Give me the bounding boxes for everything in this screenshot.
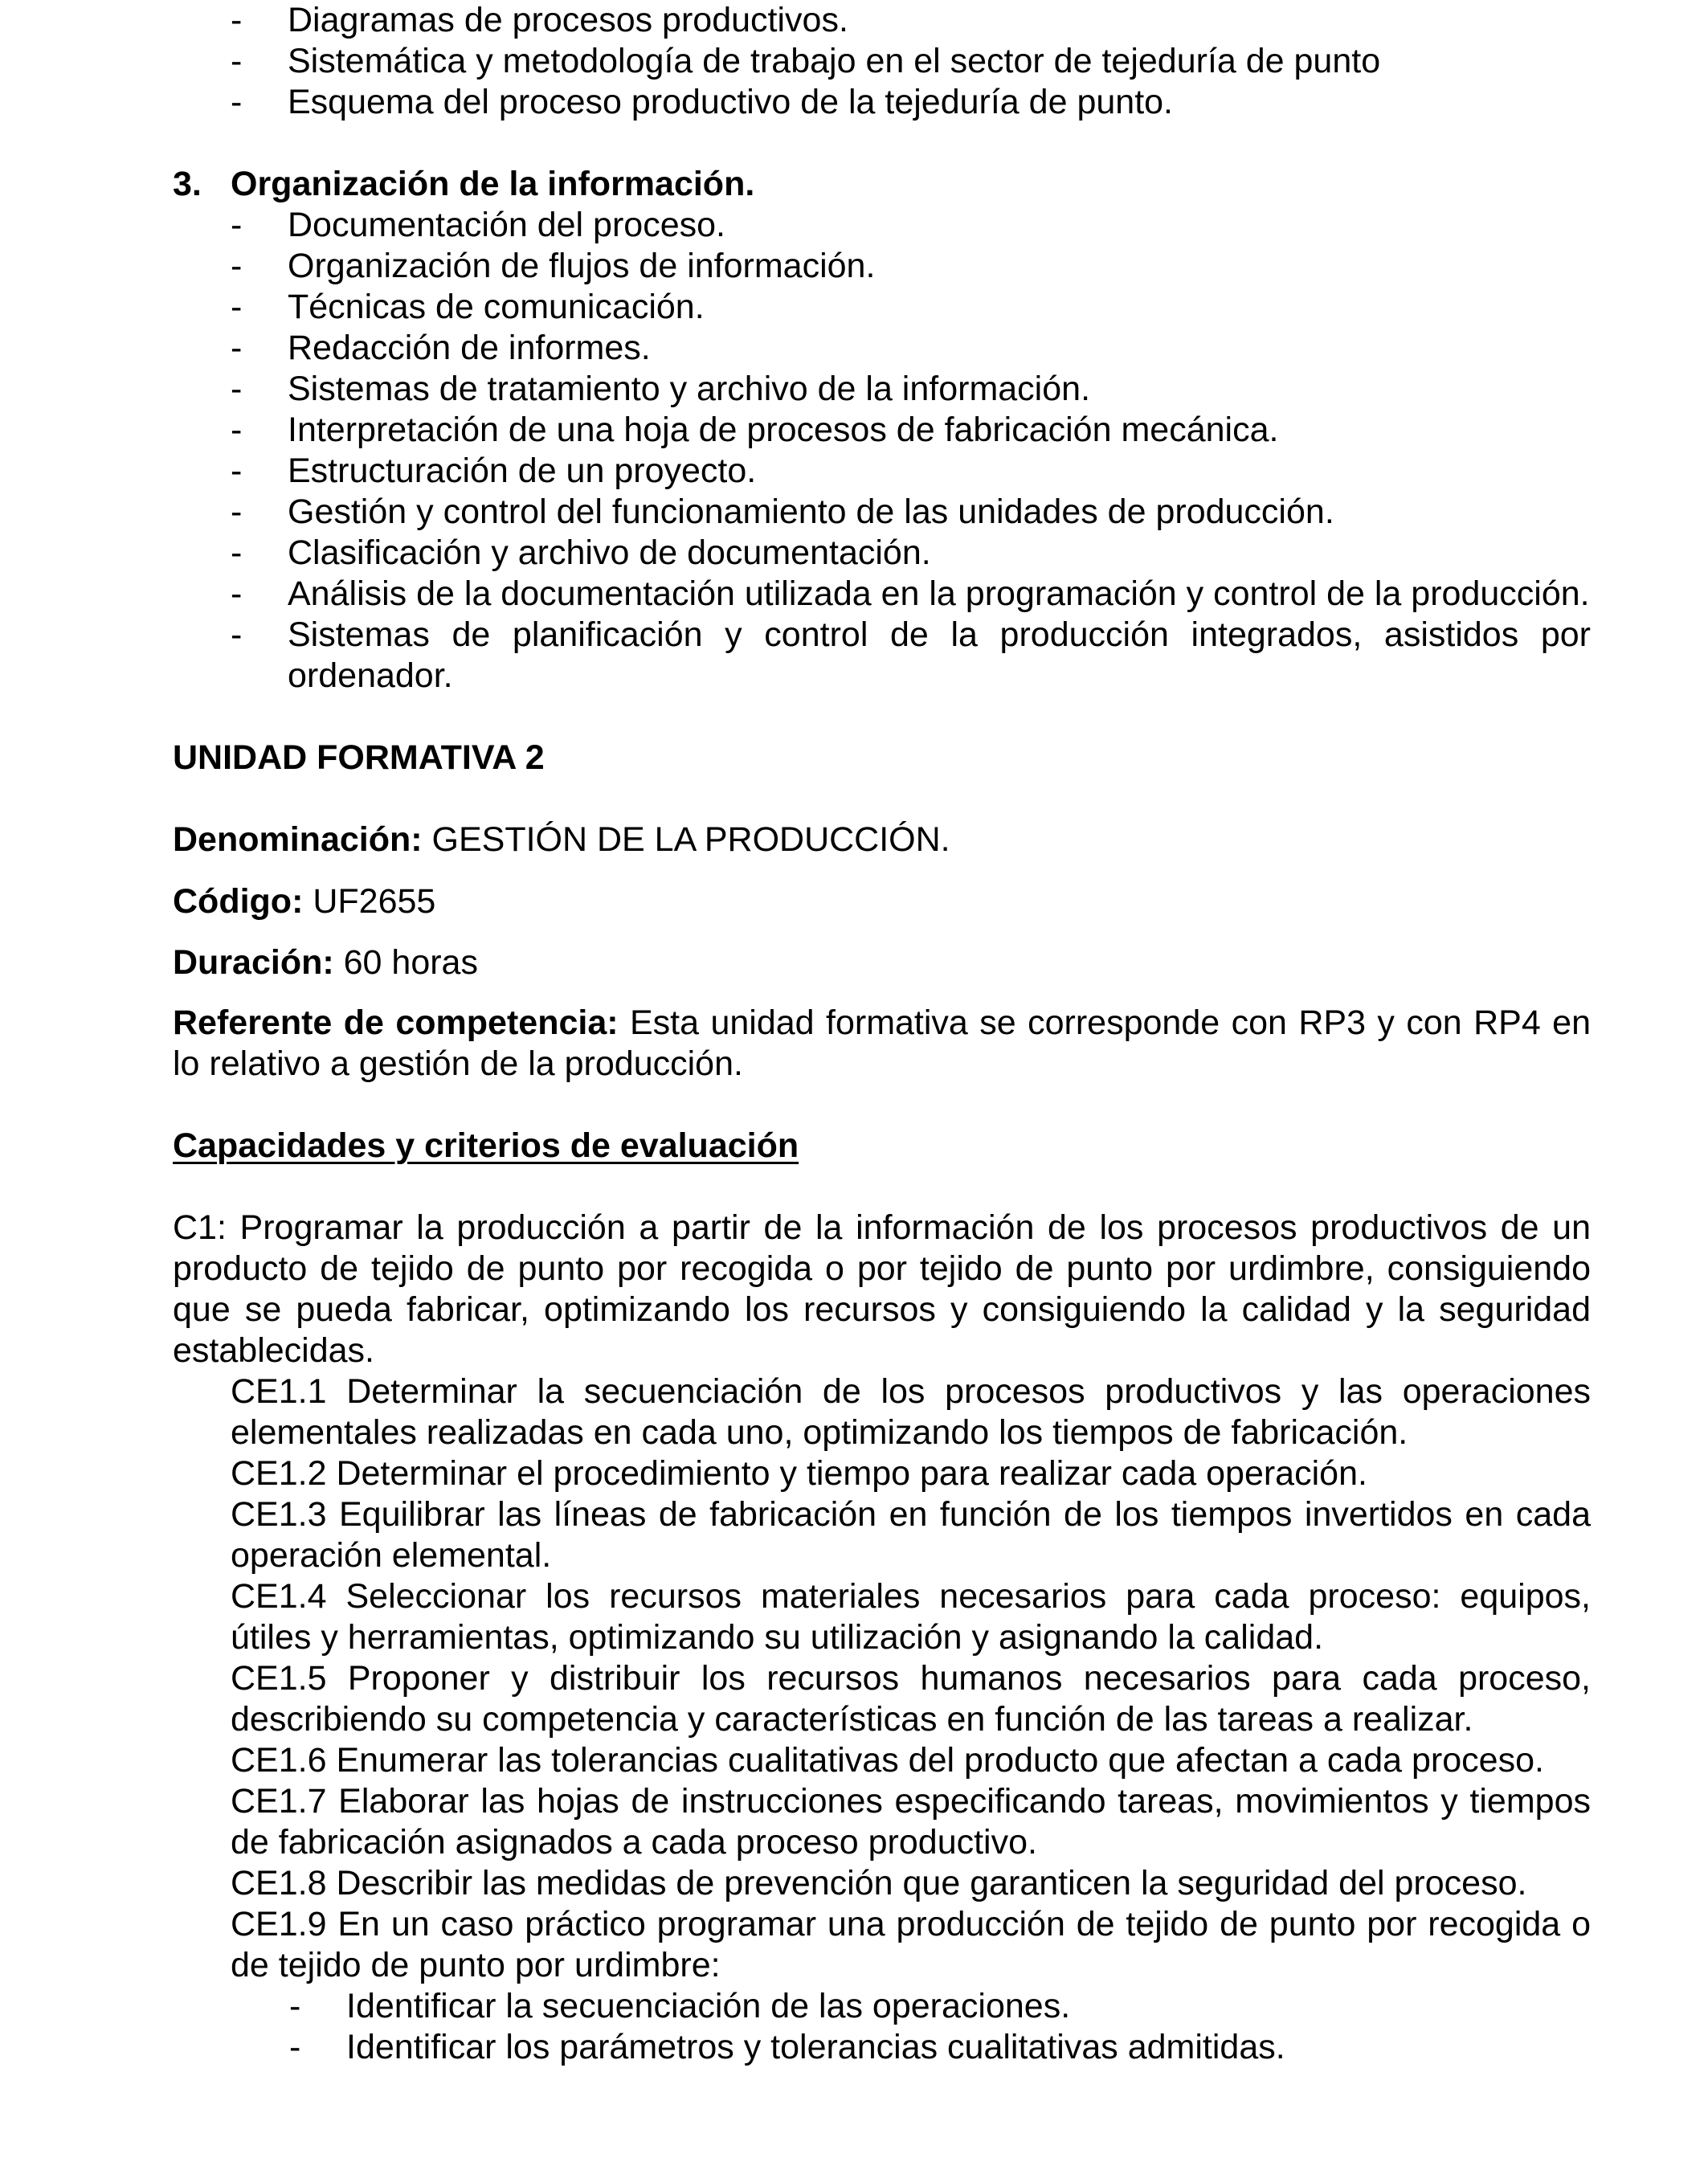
duracion-line xyxy=(173,942,1591,983)
list-item-text: Esquema del proceso productivo de la tejeduría de punto. xyxy=(288,83,1174,121)
list-item xyxy=(173,451,1591,492)
list-item xyxy=(173,492,1591,533)
list-item-text: Interpretación de una hoja de procesos de fabricación mecánica. xyxy=(288,411,1279,449)
list-item xyxy=(173,0,1591,41)
bullet-dash: - xyxy=(231,492,243,531)
criteria-list xyxy=(173,1371,1591,1986)
criterion-item: CE1.3 Equilibrar las líneas de fabricación en función de los tiempos invertidos en cada operación elemental. xyxy=(231,1495,1591,1575)
list-item-text: Identificar los parámetros y tolerancias cualitativas admitidas. xyxy=(346,2028,1285,2066)
codigo-value: UF2655 xyxy=(303,882,436,921)
bullet-dash: - xyxy=(231,42,243,80)
bullet-dash: - xyxy=(231,329,243,367)
bullet-dash: - xyxy=(231,206,243,244)
referente-label: Referente de competencia: xyxy=(173,1003,619,1042)
document-page xyxy=(173,0,1591,2068)
unit-title: UNIDAD FORMATIVA 2 xyxy=(173,738,545,777)
list-item xyxy=(173,533,1591,574)
criterion-item: CE1.9 En un caso práctico programar una producción de tejido de punto por recogida o de tejido de punto por urdimbre: xyxy=(231,1905,1591,1984)
list-item-text: Técnicas de comunicación. xyxy=(288,288,705,326)
bullet-dash: - xyxy=(231,533,243,572)
bullet-dash: - xyxy=(231,288,243,326)
capacidad-c1: C1: Programar la producción a partir de la información de los procesos productivos de un producto de tejido de punto por recogida o por tejido de punto por urdimbre, consiguiendo que se pueda fabricar, optimizando los recursos y consiguiendo la calidad y la seguridad establecidas. xyxy=(173,1208,1591,1370)
bullet-dash: - xyxy=(231,83,243,121)
list-item-text: Análisis de la documentación utilizada en la programación y control de la producción. xyxy=(288,574,1590,613)
list-item xyxy=(173,41,1591,82)
codigo-label: Código: xyxy=(173,882,304,921)
list-item-text: Redacción de informes. xyxy=(288,329,651,367)
list-item-text: Sistemas de tratamiento y archivo de la información. xyxy=(288,370,1091,408)
list-item xyxy=(173,287,1591,328)
bullet-dash: - xyxy=(231,615,243,654)
list-item xyxy=(173,369,1591,410)
list-item-text: Documentación del proceso. xyxy=(288,206,725,244)
referente-paragraph xyxy=(173,1003,1591,1085)
bullet-dash: - xyxy=(231,411,243,449)
criterion-item: CE1.7 Elaborar las hojas de instrucciones especificando tareas, movimientos y tiempos de fabricación asignados a cada proceso productivo. xyxy=(231,1782,1591,1862)
bullet-dash: - xyxy=(289,1987,301,2025)
list-item-text: Organización de flujos de información. xyxy=(288,247,876,285)
criterion-item: CE1.5 Proponer y distribuir los recursos humanos necesarios para cada proceso, describiendo su competencia y características en función de las tareas a realizar. xyxy=(231,1659,1591,1739)
section-title: Organización de la información. xyxy=(231,165,755,203)
list-item xyxy=(173,246,1591,287)
referente-value: Esta unidad formativa se corresponde con RP3 y con RP4 en lo relativo a gestión de la producción. xyxy=(173,1003,1591,1083)
bullet-dash: - xyxy=(231,1,243,39)
practical-case-sub-list xyxy=(173,1986,1591,2068)
list-item xyxy=(173,615,1591,697)
list-item xyxy=(173,205,1591,246)
bullet-dash: - xyxy=(289,2028,301,2066)
denominacion-label: Denominación: xyxy=(173,820,423,859)
list-item xyxy=(173,574,1591,615)
bullet-dash: - xyxy=(231,370,243,408)
section-3-heading xyxy=(173,164,1591,205)
list-item xyxy=(173,2027,1591,2068)
section-number: 3. xyxy=(173,165,202,203)
list-item xyxy=(173,1986,1591,2027)
denominacion-value: GESTIÓN DE LA PRODUCCIÓN. xyxy=(422,820,950,859)
bullet-dash: - xyxy=(231,574,243,613)
intro-bullet-list xyxy=(173,0,1591,123)
list-item-text: Sistemas de planificación y control de la producción integrados, asistidos por ordenador. xyxy=(288,615,1591,695)
criterion-item: CE1.1 Determinar la secuenciación de los procesos productivos y las operaciones elementales realizadas en cada uno, optimizando los tiempos de fabricación. xyxy=(231,1372,1591,1452)
bullet-dash: - xyxy=(231,247,243,285)
criterion-item: CE1.4 Seleccionar los recursos materiales necesarios para cada proceso: equipos, útiles y herramientas, optimizando su utilización y asignando la calidad. xyxy=(231,1577,1591,1657)
capacidades-heading: Capacidades y criterios de evaluación xyxy=(173,1126,799,1165)
list-item xyxy=(173,82,1591,123)
criterion-item: CE1.6 Enumerar las tolerancias cualitativas del producto que afectan a cada proceso. xyxy=(231,1741,1544,1780)
list-item-text: Identificar la secuenciación de las operaciones. xyxy=(346,1987,1071,2025)
duracion-value: 60 horas xyxy=(333,943,478,982)
codigo-line xyxy=(173,881,1591,922)
section-3-bullet-list xyxy=(173,205,1591,697)
list-item xyxy=(173,328,1591,369)
duracion-label: Duración: xyxy=(173,943,334,982)
list-item xyxy=(173,410,1591,451)
criterion-item: CE1.2 Determinar el procedimiento y tiempo para realizar cada operación. xyxy=(231,1454,1367,1493)
bullet-dash: - xyxy=(231,452,243,490)
denominacion-line xyxy=(173,819,1591,860)
criterion-item: CE1.8 Describir las medidas de prevención que garanticen la seguridad del proceso. xyxy=(231,1864,1527,1902)
list-item-text: Clasificación y archivo de documentación. xyxy=(288,533,931,572)
list-item-text: Estructuración de un proyecto. xyxy=(288,452,757,490)
list-item-text: Diagramas de procesos productivos. xyxy=(288,1,848,39)
list-item-text: Sistemática y metodología de trabajo en el sector de tejeduría de punto xyxy=(288,42,1381,80)
list-item-text: Gestión y control del funcionamiento de las unidades de producción. xyxy=(288,492,1334,531)
